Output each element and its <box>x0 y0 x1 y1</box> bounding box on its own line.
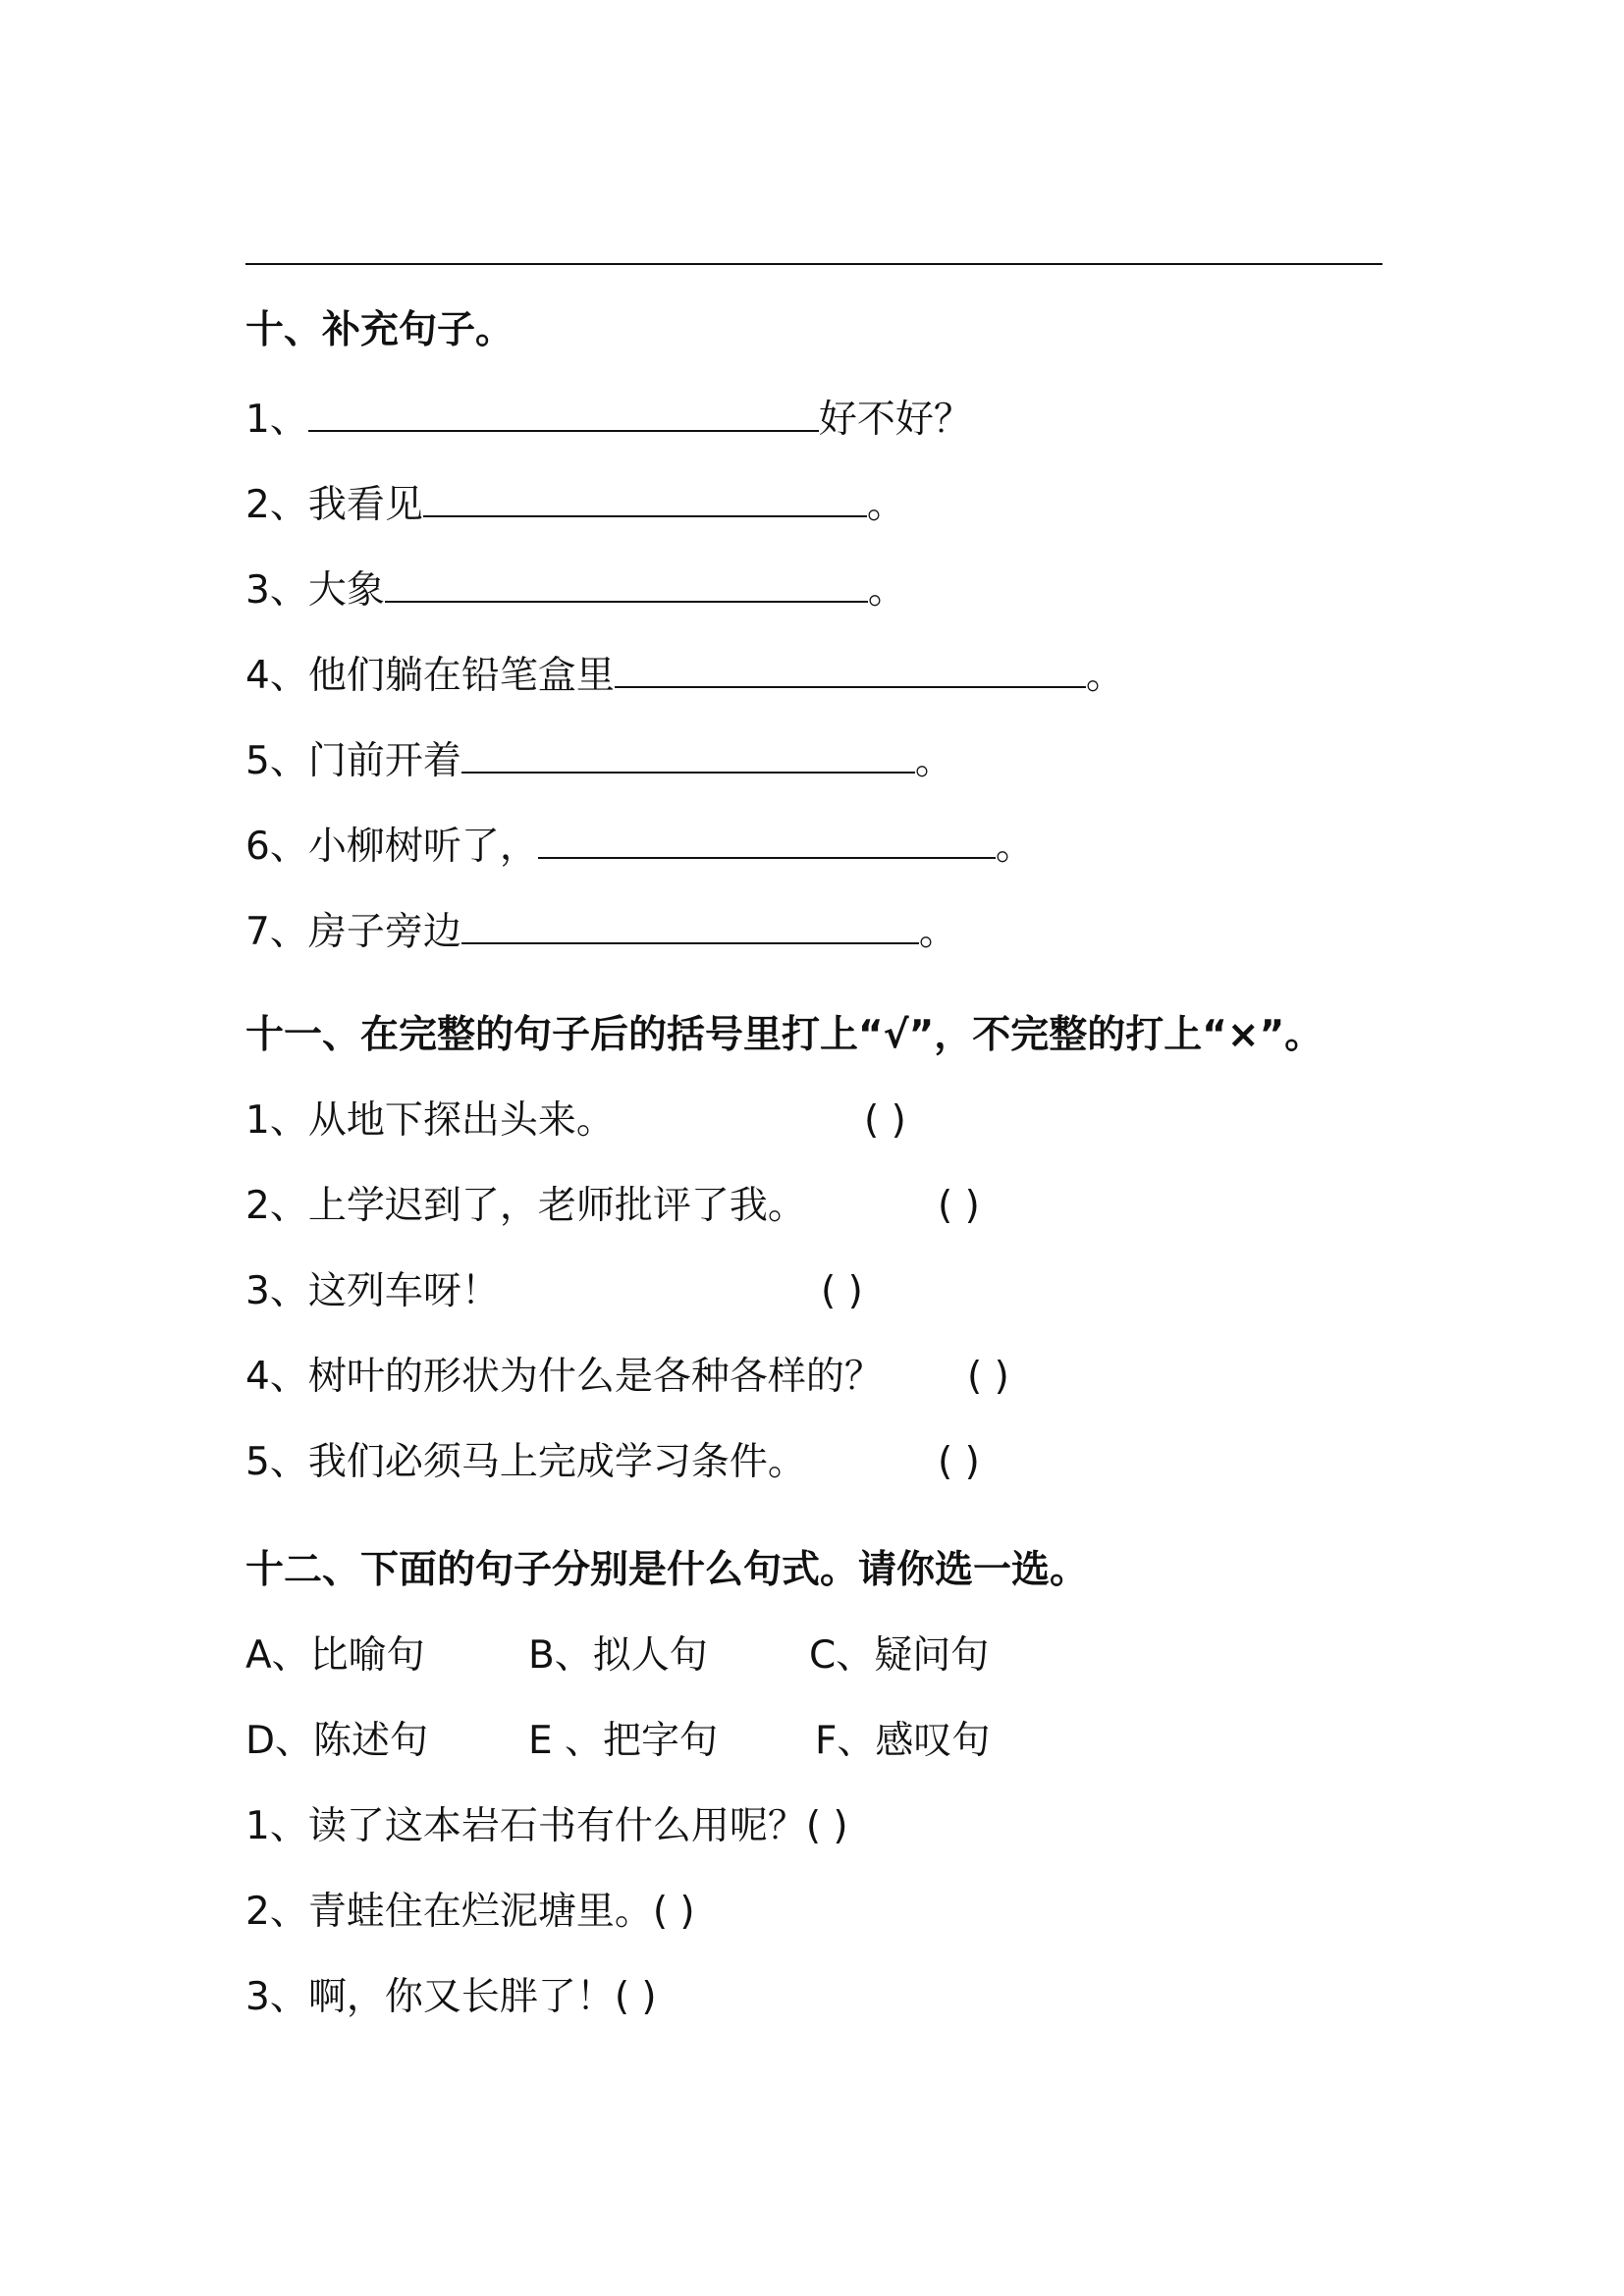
s10-item-7-pre: 7、房子旁边 <box>245 910 461 954</box>
s11-answer-paren-2[interactable]: ( ) <box>938 1184 980 1228</box>
answer-blank-5[interactable] <box>461 732 915 774</box>
s10-item-2-pre: 2、我看见 <box>245 483 423 527</box>
option-b: B、拟人句 <box>528 1633 708 1678</box>
s10-item-6-post: 。 <box>995 825 1034 869</box>
s10-item-5 <box>245 732 953 786</box>
s12-item-2[interactable]: 2、青蛙住在烂泥塘里。( ) <box>245 1890 695 1934</box>
answer-blank-6[interactable] <box>538 818 996 859</box>
s11-item-1: 1、从地下探出头来。 <box>245 1098 615 1143</box>
answer-blank-2[interactable] <box>423 476 867 517</box>
s10-item-7 <box>245 903 957 957</box>
s10-item-1-pre: 1、 <box>245 398 308 442</box>
s10-item-2-post: 。 <box>866 483 905 527</box>
s10-item-6-pre: 6、小柳树听了， <box>245 825 538 869</box>
option-c: C、疑问句 <box>809 1633 990 1678</box>
s10-item-5-post: 。 <box>914 739 953 783</box>
s10-item-3 <box>245 561 906 615</box>
section-11-title: 十一、在完整的句子后的括号里打上“√”，不完整的打上“×”。 <box>245 1013 1324 1057</box>
answer-blank-1[interactable] <box>308 391 819 432</box>
answer-blank-7[interactable] <box>461 903 919 944</box>
answer-blank-4[interactable] <box>615 647 1086 688</box>
option-d: D、陈述句 <box>245 1719 429 1763</box>
s10-item-4-post: 。 <box>1085 654 1124 698</box>
s10-item-5-pre: 5、门前开着 <box>245 739 461 783</box>
s10-item-1 <box>245 391 972 445</box>
s11-item-2: 2、上学迟到了，老师批评了我。 <box>245 1184 806 1228</box>
s10-item-3-pre: 3、大象 <box>245 568 385 613</box>
s12-item-1[interactable]: 1、读了这本岩石书有什么用呢？( ) <box>245 1804 848 1848</box>
s11-item-3: 3、这列车呀！ <box>245 1269 500 1313</box>
answer-blank-3[interactable] <box>385 561 868 603</box>
s11-item-4: 4、树叶的形状为什么是各种各样的？ <box>245 1355 883 1399</box>
s11-answer-paren-4[interactable]: ( ) <box>967 1355 1009 1399</box>
s10-item-4-pre: 4、他们躺在铅笔盒里 <box>245 654 615 698</box>
s10-item-1-post: 好不好？ <box>818 398 972 442</box>
s11-answer-paren-5[interactable]: ( ) <box>938 1440 980 1484</box>
s10-item-6 <box>245 818 1034 872</box>
s10-item-3-post: 。 <box>867 568 906 613</box>
s11-answer-paren-3[interactable]: ( ) <box>821 1269 863 1313</box>
s12-item-3[interactable]: 3、啊，你又长胖了！( ) <box>245 1975 657 2019</box>
s10-item-7-post: 。 <box>918 910 957 954</box>
option-e: E 、把字句 <box>528 1719 719 1763</box>
option-a: A、比喻句 <box>245 1633 425 1678</box>
section-10-title: 十、补充句子。 <box>245 308 514 352</box>
s10-item-4 <box>245 647 1124 701</box>
top-rule <box>245 263 1382 265</box>
option-f: F、感叹句 <box>815 1719 991 1763</box>
s10-item-2 <box>245 476 905 530</box>
s11-answer-paren-1[interactable]: ( ) <box>864 1098 906 1143</box>
s11-item-5: 5、我们必须马上完成学习条件。 <box>245 1440 806 1484</box>
section-12-title: 十二、下面的句子分别是什么句式。请你选一选。 <box>245 1548 1089 1592</box>
